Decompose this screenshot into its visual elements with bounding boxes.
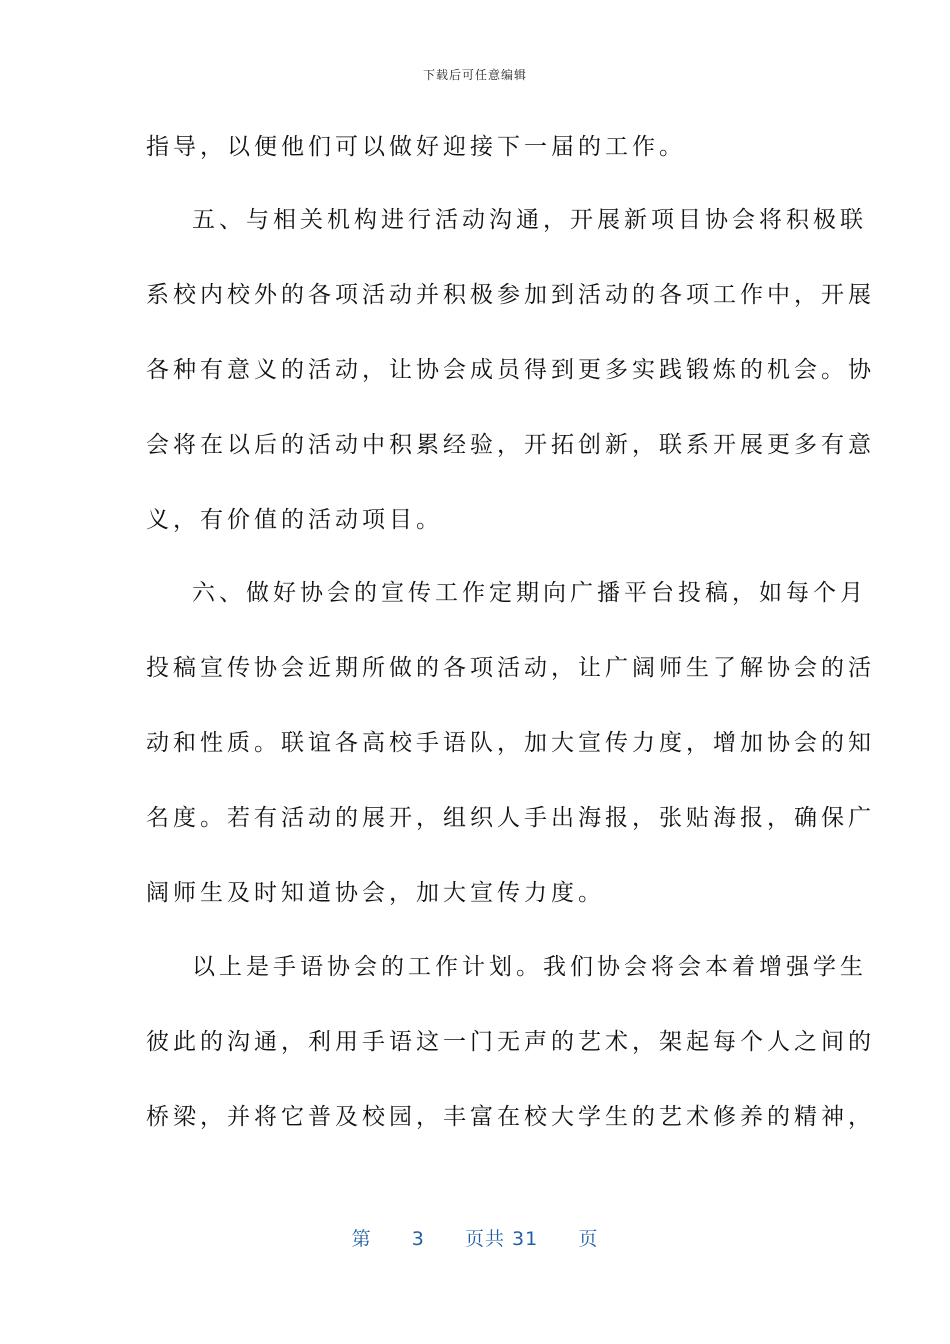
text-line-4: 各种有意义的活动，让协会成员得到更多实践锻炼的机会。协 [146,357,875,383]
total-pages: 31 [512,1228,539,1250]
text-line-14: 桥梁，并将它普及校园，丰富在校大学生的艺术修养的精神， [146,1104,875,1130]
text-line-2: 五、与相关机构进行活动沟通，开展新项目协会将积极联 [192,207,867,233]
text-line-8: 投稿宣传协会近期所做的各项活动，让广阔师生了解协会的活 [146,655,875,681]
text-line-3: 系校内校外的各项活动并积极参加到活动的各项工作中，开展 [146,282,875,308]
text-line-9: 动和性质。联谊各高校手语队，加大宣传力度，增加协会的知 [146,730,875,756]
text-line-10: 名度。若有活动的展开，组织人手出海报，张贴海报，确保广 [146,805,875,831]
text-line-13: 彼此的沟通，利用手语这一门无声的艺术，架起每个人之间的 [146,1029,875,1055]
page-footer [0,1224,950,1251]
page-number: 3 [411,1228,425,1250]
text-line-11: 阔师生及时知道协会，加大宣传力度。 [146,880,605,906]
text-line-12: 以上是手语协会的工作计划。我们协会将会本着增强学生 [192,954,867,980]
page-suffix: 页 [578,1228,599,1250]
text-line-5: 会将在以后的活动中积累经验，开拓创新，联系开展更多有意 [146,432,875,458]
page-label: 第 [351,1228,372,1250]
header-note: 下载后可任意编辑 [422,68,527,82]
text-line-6: 义，有价值的活动项目。 [146,507,443,533]
total-label: 页共 [464,1228,505,1250]
text-line-1: 指导，以便他们可以做好迎接下一届的工作。 [146,134,686,160]
text-line-7: 六、做好协会的宣传工作定期向广播平台投稿，如每个月 [192,580,867,606]
